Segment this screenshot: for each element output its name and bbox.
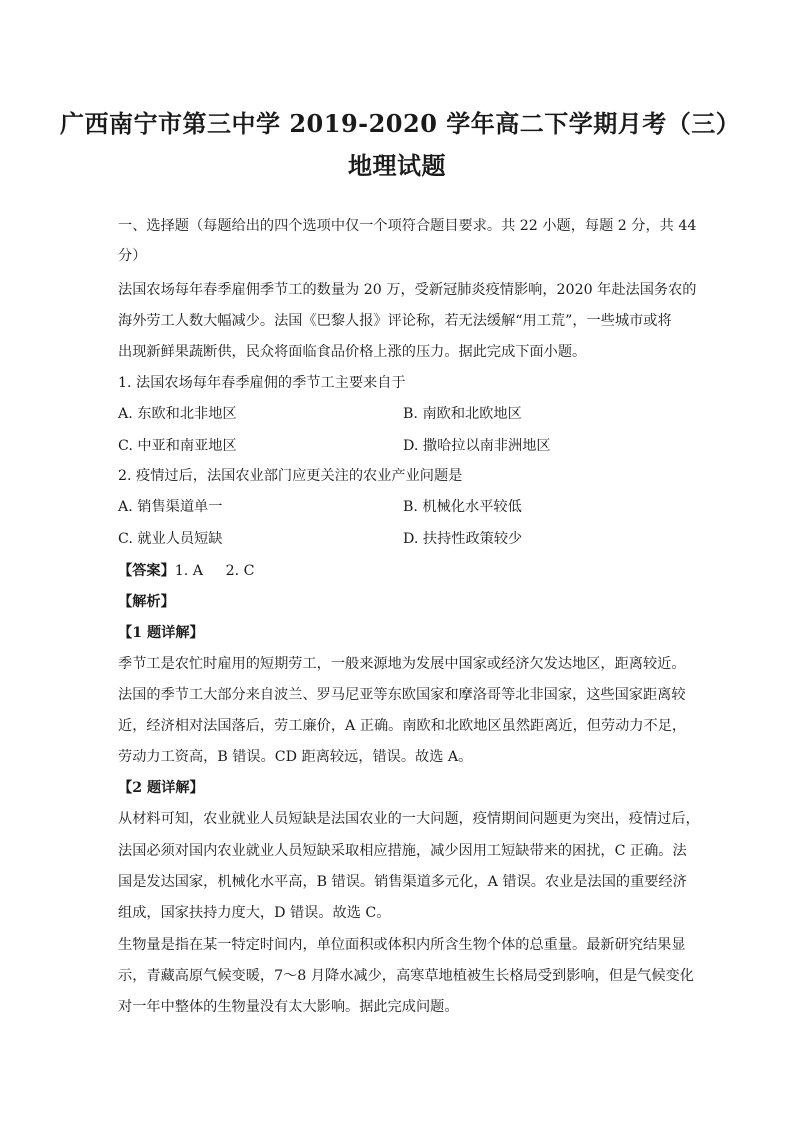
analysis-label: 【解析】 bbox=[118, 594, 175, 610]
question-1-option-a: A. 东欧和北非地区 bbox=[118, 406, 237, 422]
detail-2-paragraph-line: 从材料可知，农业就业人员短缺是法国农业的一大问题，疫情期间问题更为突出，疫情过后， bbox=[118, 811, 700, 827]
question-1-stem: 1. 法国农场每年春季雇佣的季节工主要来自于 bbox=[118, 375, 406, 391]
material-2-paragraph-line: 生物量是指在某一特定时间内，单位面积或体积内所含生物个体的总重量。最新研究结果显 bbox=[118, 937, 686, 953]
material-paragraph-line: 法国农场每年春季雇佣季节工的数量为 20 万，受新冠肺炎疫情影响，2020 年赴法国务农的 bbox=[118, 282, 697, 298]
exam-subject-title: 地理试题 bbox=[348, 151, 446, 180]
answer-text: 1. A 2. C bbox=[174, 563, 255, 579]
question-1-option-c: C. 中亚和南亚地区 bbox=[118, 438, 237, 454]
detail-1-paragraph-line: 近，经济相对法国落后，劳工廉价，A 正确。南欧和北欧地区虽然距离近，但劳动力不足， bbox=[118, 718, 687, 734]
detail-1-paragraph-line: 法国的季节工大部分来自波兰、罗马尼亚等东欧国家和摩洛哥等北非国家，这些国家距离较 bbox=[118, 687, 686, 703]
detail-1-paragraph-line: 劳动力工资高，B 错误。CD 距离较远，错误。故选 A。 bbox=[118, 749, 473, 765]
section-heading-line: 一、选择题（每题给出的四个选项中仅一个项符合题目要求。共 22 小题，每题 2 分，共 44 bbox=[118, 218, 697, 234]
detail-2-label: 【2 题详解】 bbox=[118, 780, 204, 796]
section-heading-line: 分） bbox=[118, 248, 147, 264]
detail-1-paragraph-line: 季节工是农忙时雇用的短期劳工，一般来源地为发展中国家或经济欠发达地区，距离较近。 bbox=[118, 656, 686, 672]
question-2-option-c: C. 就业人员短缺 bbox=[118, 531, 223, 547]
answer-line bbox=[118, 561, 688, 581]
exam-title: 广西南宁市第三中学 2019-2020 学年高二下学期月考（三） bbox=[60, 109, 741, 138]
detail-2-paragraph-line: 法国必须对国内农业就业人员短缺采取相应措施，减少因用工短缺带来的困扰，C 正确。法 bbox=[118, 843, 687, 859]
question-2-stem: 2. 疫情过后，法国农业部门应更关注的农业产业问题是 bbox=[118, 468, 463, 484]
material-2-paragraph-line: 对一年中整体的生物量没有太大影响。据此完成问题。 bbox=[118, 999, 459, 1015]
question-2-option-b: B. 机械化水平较低 bbox=[403, 499, 522, 515]
material-paragraph-line: 海外劳工人数大幅减少。法国《巴黎人报》评论称，若无法缓解“用工荒”，一些城市或将 bbox=[118, 313, 672, 329]
question-1-option-b: B. 南欧和北欧地区 bbox=[403, 406, 522, 422]
detail-2-paragraph-line: 国是发达国家，机械化水平高，B 错误。销售渠道多元化，A 错误。农业是法国的重要经济 bbox=[118, 874, 687, 890]
detail-1-label: 【1 题详解】 bbox=[118, 625, 204, 641]
question-2-option-d: D. 扶持性政策较少 bbox=[403, 531, 523, 547]
question-2-option-a: A. 销售渠道单一 bbox=[118, 499, 223, 515]
detail-2-paragraph-line: 组成，国家扶持力度大，D 错误。故选 C。 bbox=[118, 905, 391, 921]
answer-label: 【答案】 bbox=[118, 563, 175, 579]
material-paragraph-line: 出现新鲜果蔬断供，民众将面临食品价格上涨的压力。据此完成下面小题。 bbox=[118, 344, 587, 360]
material-2-paragraph-line: 示，青藏高原气候变暖，7～8 月降水减少，高寒草地植被生长格局受到影响，但是气候变化 bbox=[118, 968, 694, 984]
question-1-option-d: D. 撒哈拉以南非洲地区 bbox=[403, 438, 551, 454]
